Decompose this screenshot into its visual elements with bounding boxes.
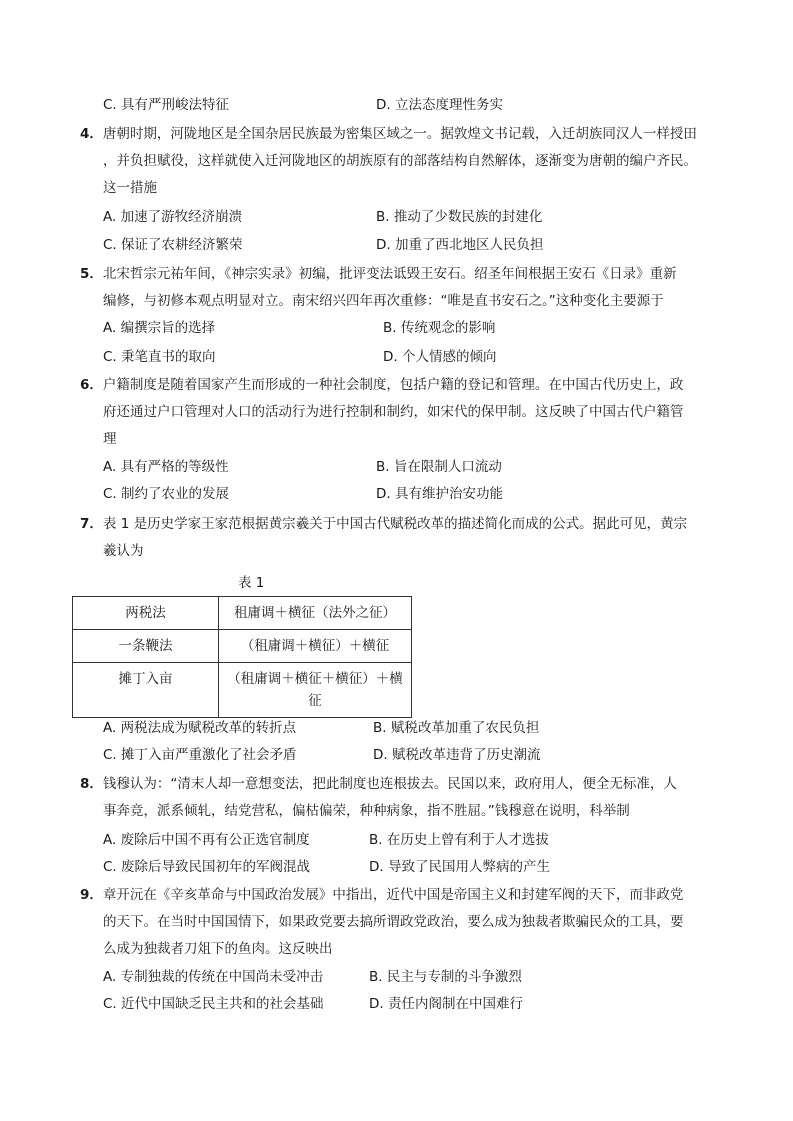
q9-option-c: C. 近代中国缺乏民主共和的社会基础 (103, 996, 324, 1012)
question-4-number: 4． (80, 126, 103, 142)
q4-option-b: B. 推动了少数民族的封建化 (376, 209, 543, 225)
question-4-line-3: 这一措施 (103, 180, 157, 196)
q3-option-d: D. 立法态度理性务实 (376, 97, 503, 113)
question-8-line-1 (80, 775, 677, 793)
question-7-number: 7． (80, 516, 103, 532)
question-9-line-2: 的天下。在当时中国国情下，如果政党要去搞所谓政党政治，要么成为独裁者欺骗民众的工具，要 (103, 914, 684, 930)
question-6-number: 6． (80, 377, 103, 393)
question-7-line-2: 羲认为 (103, 543, 144, 559)
table-cell: 两税法 (73, 597, 219, 630)
table-row (73, 663, 412, 718)
table-cell: （租庸调＋横征＋横征）＋横征 (219, 663, 412, 718)
q3-option-c: C. 具有严刑峻法特征 (103, 97, 230, 113)
q6-option-c: C. 制约了农业的发展 (103, 486, 230, 502)
q9-option-b: B. 民主与专制的斗争激烈 (369, 969, 522, 985)
question-6-line-3: 理 (103, 431, 117, 447)
question-5-text-1: 北宋哲宗元祐年间，《神宗实录》初编，批评变法诋毁王安石。绍圣年间根据王安石《日录》重新 (102, 266, 677, 282)
question-8-line-2: 事奔竞，派系倾轧，结党营私，偏枯偏荣，种种病象，指不胜屈。”钱穆意在说明，科举制 (103, 803, 630, 819)
q6-option-b: B. 旨在限制人口流动 (376, 459, 502, 475)
q7-option-c: C. 摊丁入亩严重激化了社会矛盾 (103, 747, 297, 763)
q8-option-a: A. 废除后中国不再有公正选官制度 (103, 832, 310, 848)
q6-option-a: A. 具有严格的等级性 (103, 459, 229, 475)
q8-option-b: B. 在历史上曾有利于人才选拔 (369, 832, 549, 848)
question-5-line-2: 编修，与初修本观点明显对立。南宋绍兴四年再次重修：“唯是直书安石之。”这种变化主要源于 (103, 293, 664, 309)
question-6-line-2: 府还通过户口管理对人口的活动行为进行控制和制约，如宋代的保甲制。这反映了中国古代户籍管 (103, 404, 684, 420)
q9-option-a: A. 专制独裁的传统在中国尚未受冲击 (103, 969, 324, 985)
q7-option-b: B. 赋税改革加重了农民负担 (373, 720, 540, 736)
question-7-line-1 (80, 515, 687, 533)
q8-option-c: C. 废除后导致民国初年的军阀混战 (103, 859, 311, 875)
table-cell: 一条鞭法 (73, 630, 219, 663)
question-7-text-1: 表 1 是历史学家王家范根据黄宗羲关于中国古代赋税改革的描述简化而成的公式。据此可见，黄宗 (102, 516, 688, 532)
table-row (73, 597, 412, 630)
q7-option-a: A. 两税法成为赋税改革的转折点 (103, 720, 297, 736)
question-9-number: 9． (80, 887, 103, 903)
table-cell: （租庸调＋横征）＋横征 (219, 630, 412, 663)
question-5-line-1 (80, 265, 677, 283)
table-row (73, 630, 412, 663)
table-cell: 摊丁入亩 (73, 663, 219, 718)
q4-option-d: D. 加重了西北地区人民负担 (376, 237, 544, 253)
question-4-line-2: ，并负担赋役，这样就使入迁河陇地区的胡族原有的部落结构自然解体，逐渐变为唐朝的编户齐民。 (103, 153, 697, 169)
q9-option-d: D. 责任内阁制在中国难行 (369, 996, 523, 1012)
question-9-line-1 (80, 886, 683, 904)
question-6-text-1: 户籍制度是随着国家产生而形成的一种社会制度，包括户籍的登记和管理。在中国古代历史上，政 (102, 377, 684, 393)
tax-reform-table (72, 596, 412, 718)
question-8-text-1: 钱穆认为：“清末人却一意想变法，把此制度也连根拔去。民国以来，政府用人，便全无标准，人 (102, 776, 677, 792)
question-6-line-1 (80, 376, 683, 394)
question-4-line-1 (80, 125, 697, 143)
q7-option-d: D. 赋税改革违背了历史潮流 (373, 747, 541, 763)
question-8-number: 8． (80, 776, 103, 792)
q5-option-c: C. 秉笔直书的取向 (103, 349, 216, 365)
question-4-text-1: 唐朝时期，河陇地区是全国杂居民族最为密集区域之一。据敦煌文书记载，入迁胡族同汉人一样授田 (102, 126, 697, 142)
question-9-line-3: 么成为独裁者刀俎下的鱼肉。这反映出 (103, 941, 333, 957)
q4-option-c: C. 保证了农耕经济繁荣 (103, 237, 243, 253)
q5-option-a: A. 编撰宗旨的选择 (103, 320, 216, 336)
table-cell: 租庸调＋横征（法外之征） (219, 597, 412, 630)
question-5-number: 5． (80, 266, 103, 282)
q4-option-a: A. 加速了游牧经济崩溃 (103, 209, 243, 225)
q5-option-b: B. 传统观念的影响 (383, 320, 496, 336)
q8-option-d: D. 导致了民国用人弊病的产生 (369, 859, 550, 875)
q6-option-d: D. 具有维护治安功能 (376, 486, 503, 502)
question-9-text-1: 章开沅在《辛亥革命与中国政治发展》中指出，近代中国是帝国主义和封建军阀的天下，而非政党 (102, 887, 684, 903)
q5-option-d: D. 个人情感的倾向 (383, 349, 497, 365)
table-caption: 表 1 (238, 575, 265, 591)
